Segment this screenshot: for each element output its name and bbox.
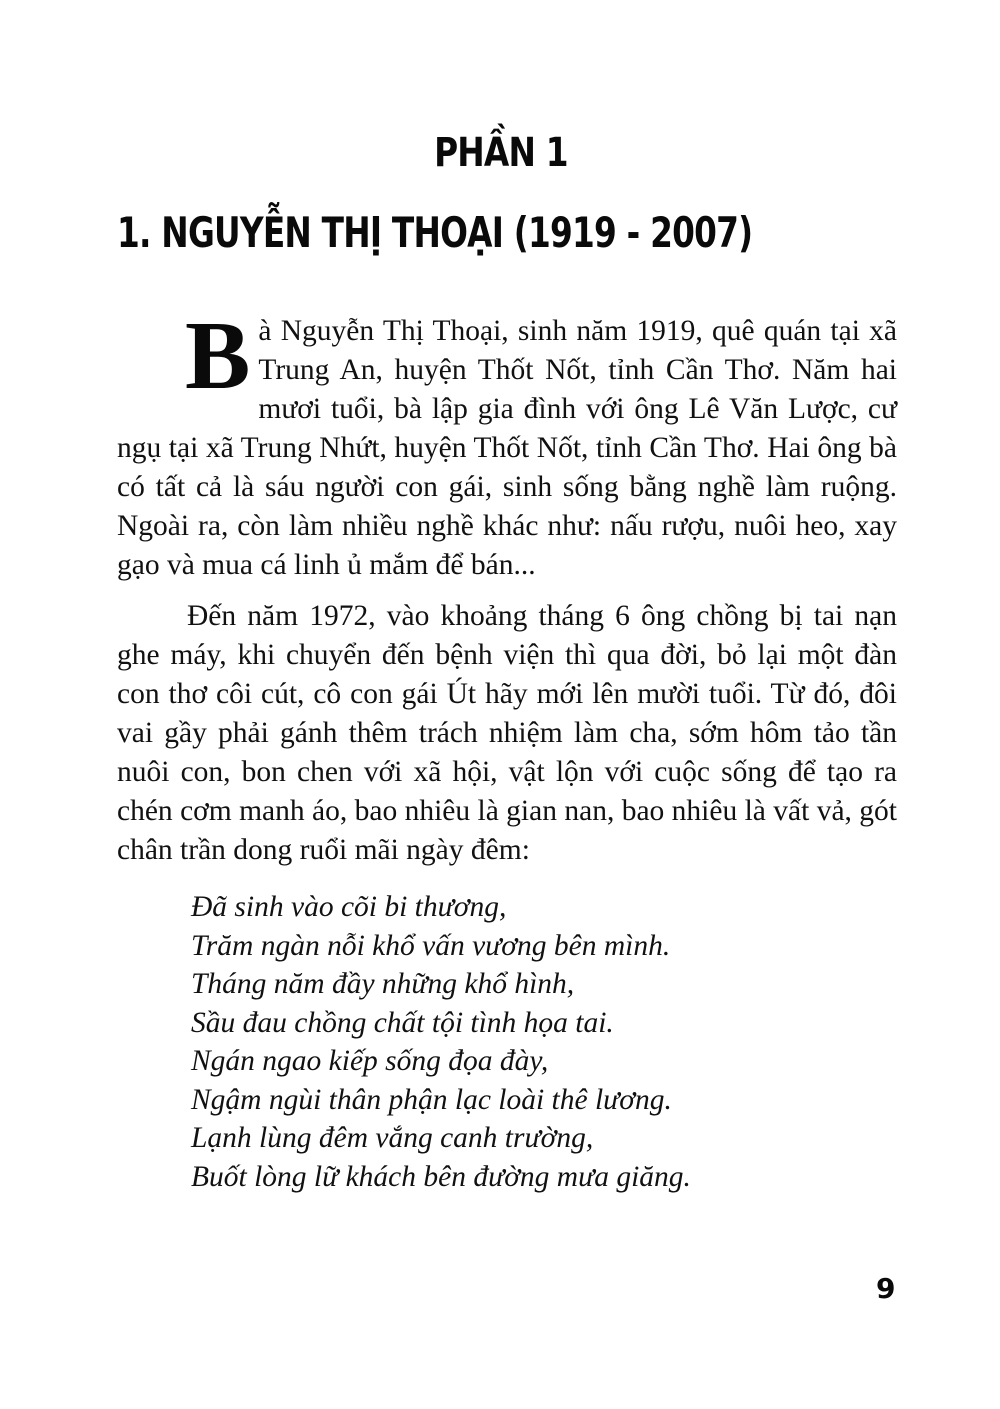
verse-block xyxy=(191,888,897,1196)
part-title: PHẦN 1 xyxy=(434,130,568,176)
verse-line: Trăm ngàn nỗi khổ vấn vương bên mình. xyxy=(191,929,671,962)
verse-line: Sầu đau chồng chất tội tình họa tai. xyxy=(191,1006,614,1039)
verse-line: Ngậm ngùi thân phận lạc loài thê lương. xyxy=(191,1083,672,1116)
verse-line: Ngán ngao kiếp sống đọa đày, xyxy=(191,1045,549,1077)
verse-line: Đã sinh vào cõi bi thương, xyxy=(191,891,507,923)
verse-line: Buốt lòng lữ khách bên đường mưa giăng. xyxy=(191,1160,691,1193)
verse-line: Lạnh lùng đêm vắng canh trường, xyxy=(191,1122,594,1154)
paragraph-1 xyxy=(117,302,897,585)
page-number: 9 xyxy=(876,1272,896,1305)
verse-line: Tháng năm đầy những khổ hình, xyxy=(191,968,575,1000)
body-text xyxy=(117,302,897,1196)
paragraph-2: Đến năm 1972, vào khoảng tháng 6 ông chồng bị tai nạn ghe máy, khi chuyển đến bệnh viện thì qua đời, bỏ lại một đàn con thơ côi cút, cô con gái Út hãy mới lên mười tuổi. Từ đó, đôi vai gầy phải gánh thêm trách nhiệm làm cha, sớm hôm tảo tần nuôi con, bon chen với xã hội, vật lộn với cuộc sống để tạo ra chén cơm manh áo, bao nhiêu là gian nan, bao nhiêu là vất vả, gót chân trần dong ruổi mãi ngày đêm: xyxy=(117,600,897,866)
chapter-title: 1. NGUYỄN THỊ THOẠI (1919 - 2007) xyxy=(117,208,753,257)
drop-cap: B xyxy=(185,302,251,410)
paragraph-1-text: à Nguyễn Thị Thoại, sinh năm 1919, quê quán tại xã Trung An, huyện Thốt Nốt, tỉnh Cần Thơ. Năm hai mươi tuổi, bà lập gia đình với ông Lê Văn Lược, cư ngụ tại xã Trung Nhứt, huyện Thốt Nốt, tỉnh Cần Thơ. Hai ông bà có tất cả là sáu người con gái, sinh sống bằng nghề làm ruộng. Ngoài ra, còn làm nhiều nghề khác như: nấu rượu, nuôi heo, xay gạo và mua cá linh ủ mắm để bán... xyxy=(117,315,897,581)
